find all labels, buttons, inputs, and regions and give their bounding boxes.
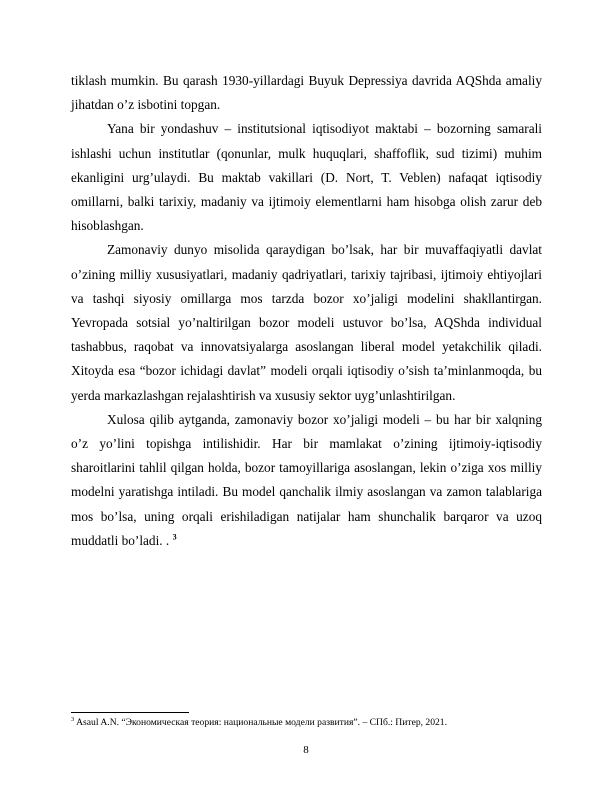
- paragraph-1: [71, 69, 542, 117]
- footnote-number: 3: [71, 715, 75, 723]
- document-body: [71, 69, 542, 553]
- paragraph-2: [71, 117, 542, 238]
- footnote-text: Asaul A.N. “Экономическая теория: национальные модели развития”. – СПб.: Питер, 2021.: [74, 717, 448, 728]
- paragraph-3-text: Zamonaviy dunyo misolida qaraydigan bo’lsak, har bir muvaffaqiyatli davlat o’zining milliy xususiyatlari, madaniy qadriyatlari, tarixiy tajribasi, ijtimoiy ehtiyojlari va tashqi siyosiy omillarga mos tarzda bozor xo’jaligi modelini shakllantirgan. Yevropada sotsial yo’naltirilgan bozor modeli ustuvor bo’lsa, AQShda individual tashabbus, raqobat va innovatsiyalarga asoslangan liberal model yetakchilik qiladi. Xitoyda esa “bozor ichidagi davlat” modeli orqali iqtisodiy o’sish ta’minlanmoqda, bu yerda markazlashgan rejalashtirish va xususiy sektor uyg’unlashtirilgan.: [71, 242, 542, 403]
- page-number: 8: [303, 744, 309, 756]
- paragraph-3: [71, 238, 542, 407]
- footnote-reference[interactable]: 3: [172, 532, 177, 542]
- footnote-separator: [71, 712, 189, 713]
- footnote: [71, 717, 551, 729]
- paragraph-1-text: tiklash mumkin. Bu qarash 1930-yillardagi Buyuk Depressiya davrida AQShda amaliy jihatdan o’z isbotini topgan.: [71, 73, 542, 113]
- paragraph-4-text: Xulosa qilib aytganda, zamonaviy bozor xo’jaligi modeli – bu har bir xalqning o’z yo’lini topishga intilishidir. Har bir mamlakat o’zining ijtimoiy-iqtisodiy sharoitlarini tahlil qilgan holda, bozor tamoyillariga asoslangan, lekin o’ziga xos milliy modelni yaratishga intiladi. Bu model qanchalik ilmiy asoslangan va zamon talablariga mos bo’lsa, uning orqali erishiladigan natijalar ham shunchalik barqaror va uzoq muddatli bo’ladi. .: [71, 411, 542, 548]
- paragraph-2-text: Yana bir yondashuv – institutsional iqtisodiyot maktabi – bozorning samarali ishlashi uchun institutlar (qonunlar, mulk huquqlari, shaffoflik, sud tizimi) muhim ekanligini urg’ulaydi. Bu maktab vakillari (D. Nort, T. Veblen) nafaqat iqtisodiy omillarni, balki tarixiy, madaniy va ijtimoiy elementlarni ham hisobga olish zarur deb hisoblashgan.: [71, 121, 542, 234]
- paragraph-4: [71, 408, 542, 553]
